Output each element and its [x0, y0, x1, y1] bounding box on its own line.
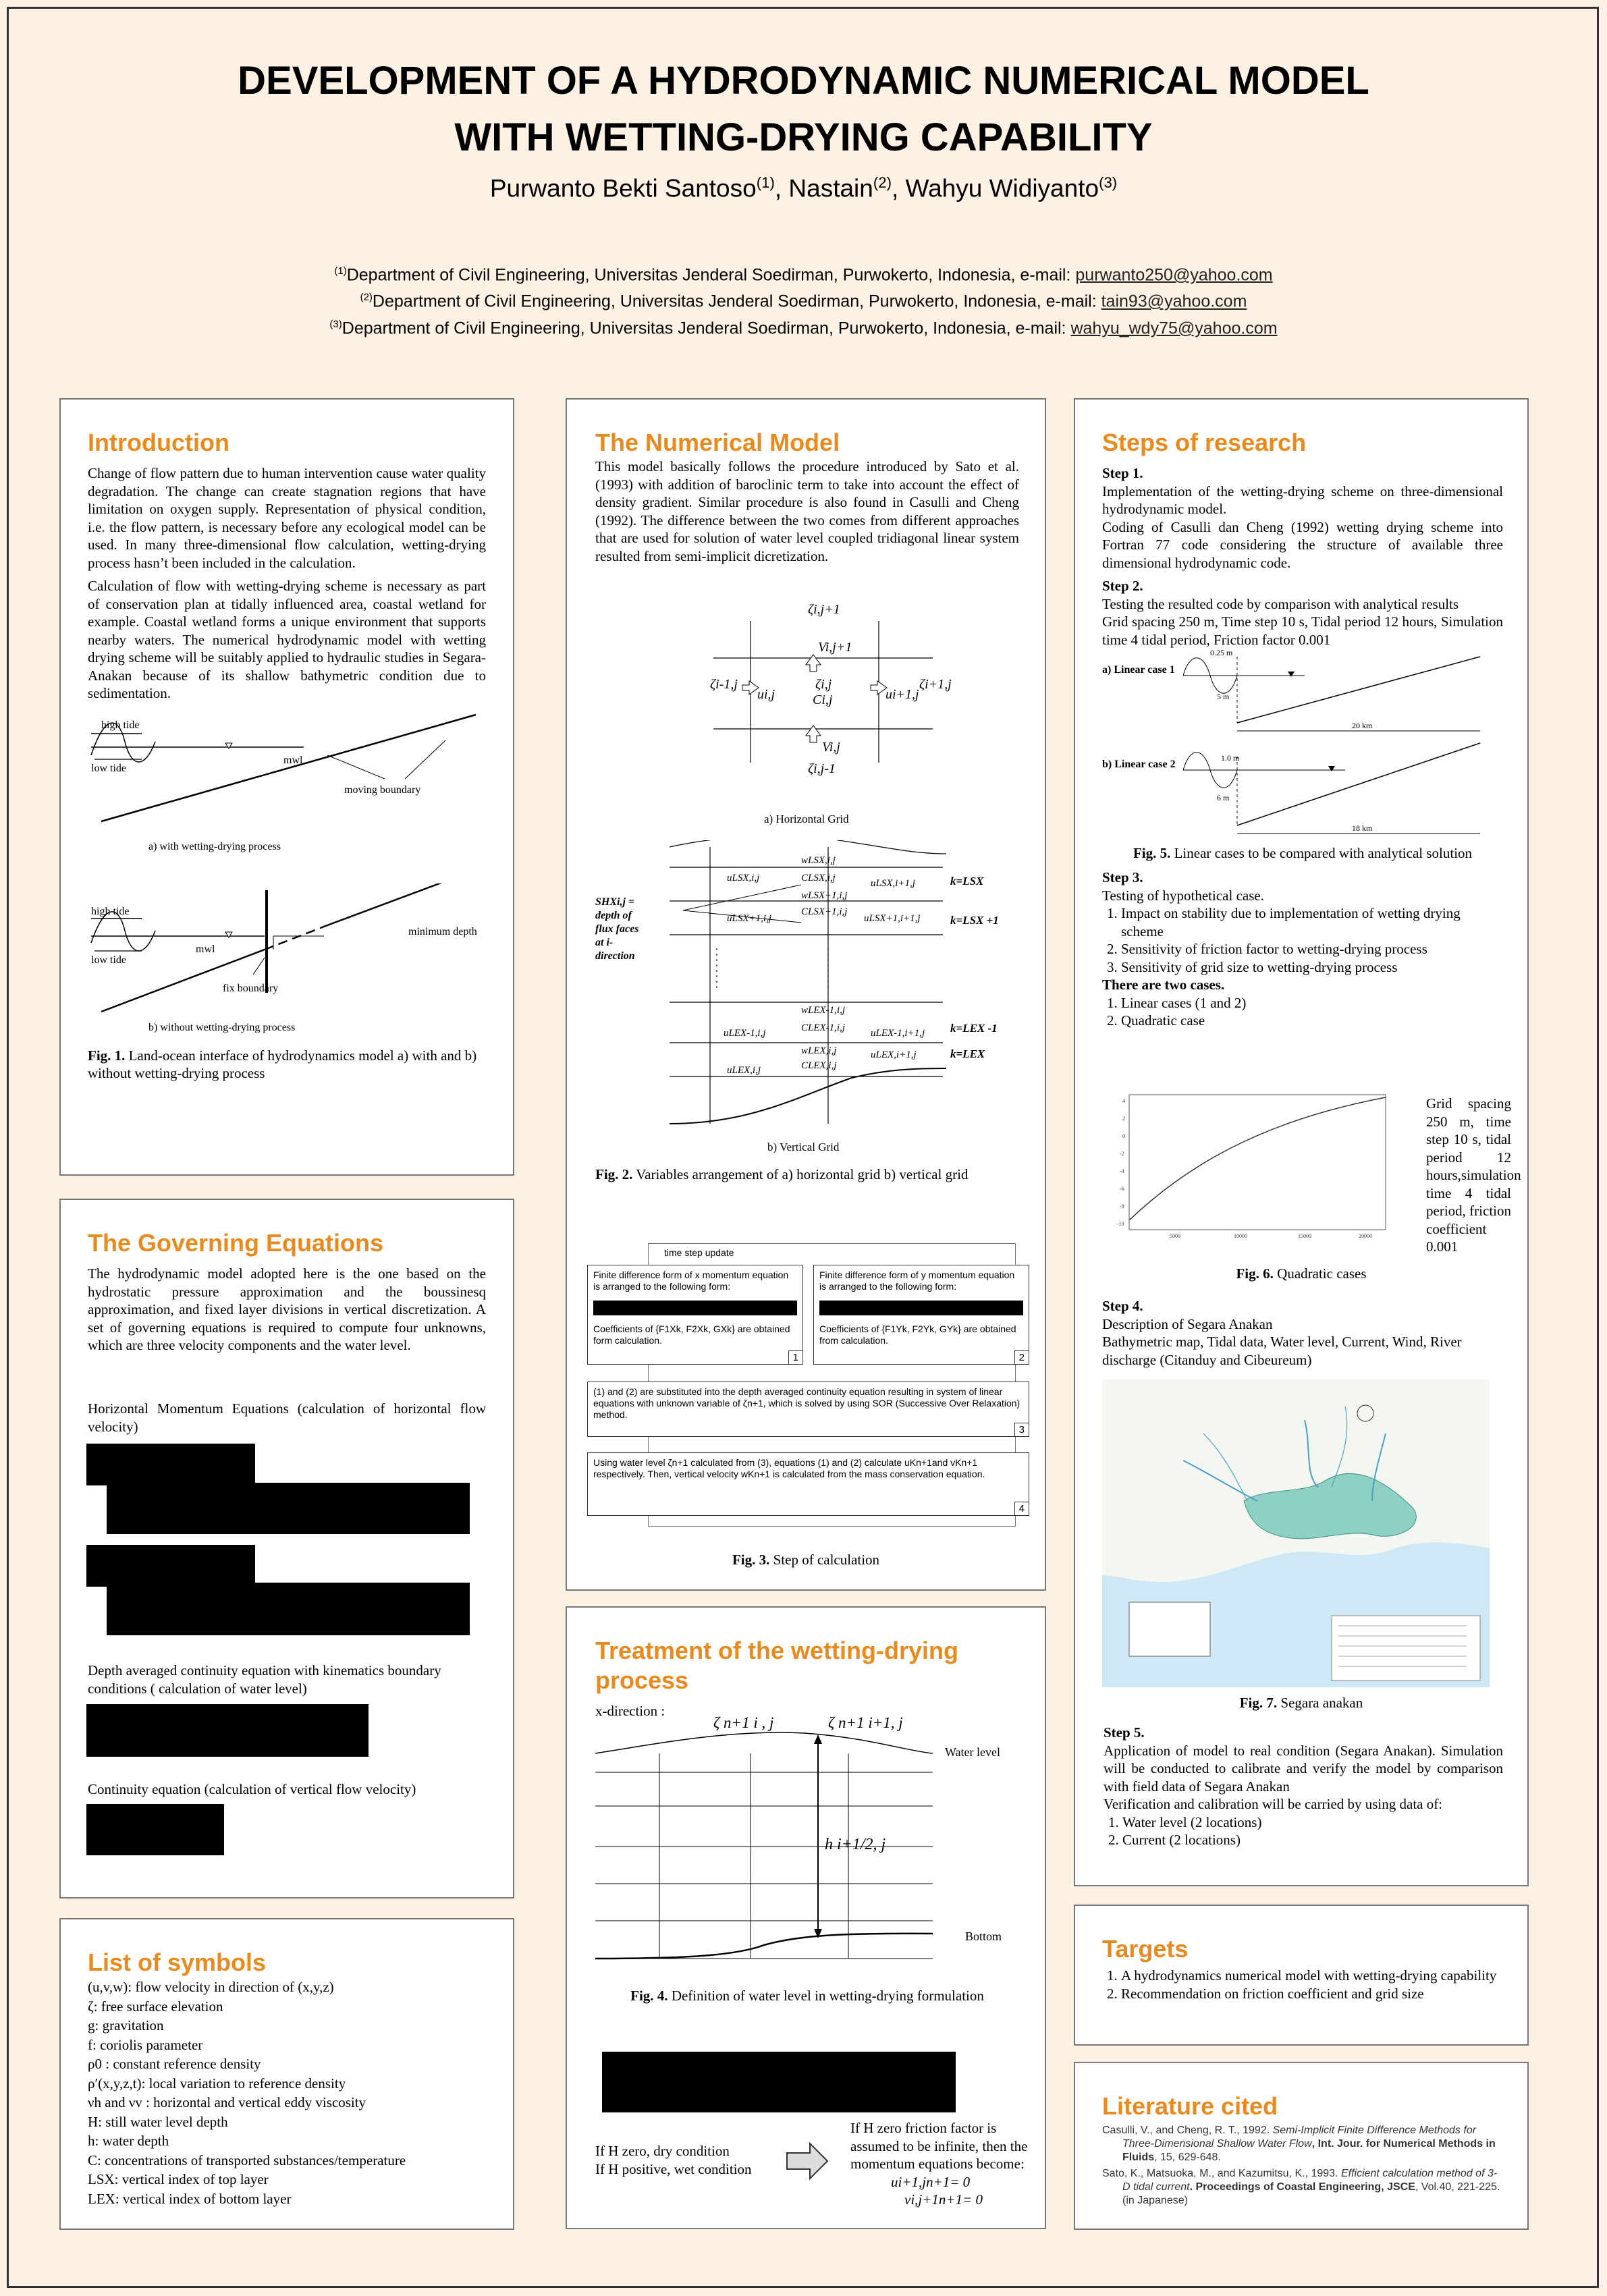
list-item: 1. Water level (2 locations): [1122, 1813, 1503, 1832]
y-tick: -8: [1120, 1203, 1124, 1209]
vgrid-label: wLEX-1,i,j: [801, 1005, 846, 1016]
length-label: 18 km: [1352, 823, 1373, 833]
calculation-flowchart: [587, 1243, 1026, 1540]
reference-item: [1102, 2167, 1503, 2208]
list-item: 1. Impact on stability due to implementation of wetting drying scheme: [1121, 904, 1503, 940]
layer-index-label: k=LSX +1: [950, 914, 999, 927]
fig1-caption: [88, 1047, 486, 1082]
symbol-item: h: water depth: [88, 2133, 169, 2149]
amplitude-label: 1.0 m: [1221, 753, 1240, 763]
vertical-grid-caption: b) Vertical Grid: [767, 1141, 840, 1153]
mwl-label: mwl: [196, 943, 215, 955]
flow-box-number: 2: [1014, 1350, 1029, 1364]
email-link[interactable]: tain93@yahoo.com: [1101, 292, 1247, 311]
x-tick: 20000: [1359, 1233, 1372, 1239]
step-text: Coding of Casulli dan Cheng (1992) wetting drying scheme into Fortran 77 code considering the structure of available three dimensional hydrodynamic code.: [1102, 518, 1503, 571]
fig3-caption: [567, 1551, 1045, 1568]
linear-cases-diagram: [1102, 649, 1506, 844]
vgrid-label: CLEX-1,i,j: [801, 1022, 846, 1033]
x-tick: 15000: [1298, 1233, 1311, 1239]
x-tick: 5000: [1170, 1233, 1180, 1239]
flow-box-text: (1) and (2) are substituted into the depth averaged continuity equation resulting in system of linear equations with unknown variable of ζn+1, which is solved by using SOR (Successive Over Relaxation) method.: [593, 1386, 1020, 1420]
fig-caption-text: Step of calculation: [769, 1552, 880, 1568]
grid-label: Ci,j: [813, 692, 833, 707]
numerical-body: [595, 458, 1019, 565]
linear-case-label: a) Linear case 1: [1102, 664, 1175, 676]
author-name: Wahyu Widiyanto: [905, 174, 1099, 202]
introduction-body: [88, 464, 486, 703]
fig-label: Fig. 3.: [732, 1552, 770, 1568]
steps-body: [1102, 464, 1503, 649]
ref-authors: Sato, K., Matsuoka, M., and Kazumitsu, K., 1993.: [1102, 2168, 1341, 2179]
equation-u: ui+1,jn+1= 0: [891, 2173, 971, 2190]
fix-boundary-label: fix boundary: [223, 982, 279, 994]
numerical-model-panel: [566, 398, 1046, 1591]
depth-label: 5 m: [1217, 692, 1230, 701]
affil-sup: (2): [360, 292, 373, 304]
h-label: h i+1/2, j: [825, 1836, 886, 1853]
vertical-grid-diagram: [595, 840, 1022, 1164]
svg-text:SHXi,j = depth of: [595, 896, 641, 962]
affil-text: Department of Civil Engineering, Universitas Jenderal Soedirman, Purwokerto, Indonesia, e-mail:: [346, 265, 1076, 285]
flow-box-1: [587, 1265, 803, 1365]
horizontal-grid-diagram: [595, 570, 1022, 840]
fig-caption-text: Quadratic cases: [1273, 1265, 1367, 1282]
vgrid-label: CLSX,i,j: [801, 873, 836, 883]
targets-panel: [1074, 1905, 1529, 2046]
arrow-right-icon: [786, 2141, 830, 2181]
water-level-diagram: [595, 1702, 1022, 1999]
step3-block: [1102, 869, 1503, 1030]
grid-label: ζi+1,j: [919, 677, 952, 692]
depth-label: 6 m: [1217, 793, 1230, 802]
y-tick: -6: [1120, 1186, 1124, 1192]
affiliation: [0, 286, 1607, 312]
author-name: Nastain: [788, 174, 873, 202]
step-heading: Step 1.: [1102, 465, 1143, 481]
zeta-label: ζ n+1 i+1, j: [828, 1714, 903, 1731]
title-line-1: DEVELOPMENT OF A HYDRODYNAMIC NUMERICAL MODEL: [238, 59, 1369, 103]
shx-text: direction: [595, 950, 635, 962]
y-tick: 0: [1122, 1133, 1125, 1139]
ref-tail: , 15, 629-648.: [1154, 2152, 1221, 2163]
y-tick: -2: [1120, 1151, 1124, 1157]
flow-box-text: Finite difference form of y momentum equation is arranged to the following form:: [819, 1269, 1015, 1292]
vgrid-label: uLSX,i,j: [727, 873, 760, 883]
x-direction-label: x-direction :: [595, 1703, 665, 1719]
linear-case-label: b) Linear case 2: [1102, 759, 1176, 770]
title-line-2: WITH WETTING-DRYING CAPABILITY: [454, 115, 1153, 159]
equation-image: [107, 1583, 470, 1635]
grid-label: ζi,j-1: [808, 761, 836, 776]
vgrid-label: uLEX,i+1,j: [871, 1049, 917, 1060]
steps-title: Steps of research: [1102, 429, 1307, 456]
continuity-label: Continuity equation (calculation of vertical flow velocity): [88, 1781, 416, 1797]
symbol-item: νh and νv : horizontal and vertical eddy viscosity: [88, 2094, 366, 2110]
treatment-panel: [566, 1606, 1046, 2229]
ref-journal: , Int. Jour. for Numerical Methods in Fluids: [1122, 2138, 1496, 2163]
grid-label: ζi-1,j: [710, 677, 738, 692]
vgrid-label: wLEX,i,j: [801, 1045, 837, 1056]
introduction-title: Introduction: [88, 429, 229, 456]
steps-panel: [1074, 398, 1529, 1886]
fig4-caption: [595, 1987, 1019, 2004]
step-heading: Step 2.: [1102, 578, 1143, 594]
low-tide-label: low tide: [91, 954, 126, 966]
friction-note: [850, 2119, 1033, 2209]
ref-title: Efficient calculation method of 3-D tidal current: [1122, 2168, 1498, 2193]
flow-box-3: [587, 1382, 1029, 1437]
step-text: Bathymetric map, Tidal data, Water level, Current, Wind, River discharge (Citanduy and Cibeureum): [1102, 1334, 1462, 1368]
vgrid-label: uLSX+1,i+1,j: [864, 913, 921, 924]
fig7-caption: [1075, 1694, 1527, 1712]
step-text: Verification and calibration will be carried by using data of:: [1104, 1796, 1443, 1812]
step-text: Testing of hypothetical case.: [1102, 887, 1264, 904]
shx-text: at i-: [595, 937, 614, 948]
friction-text: If H zero friction factor is assumed to be infinite, then the momentum equations become:: [850, 2120, 1028, 2172]
fig-caption-text: Variables arrangement of a) horizontal grid b) vertical grid: [632, 1166, 969, 1182]
equation-v: vi,j+1n+1= 0: [904, 2191, 983, 2208]
y-tick: -4: [1120, 1168, 1124, 1174]
quadratic-note: Grid spacing 250 m, time step 10 s, tidal period 12 hours,simulation time 4 tidal period, friction coefficient 0.001: [1426, 1095, 1521, 1255]
y-tick: -10: [1117, 1221, 1124, 1227]
symbol-item: f: coriolis parameter: [88, 2036, 203, 2053]
list-item: 1. A hydrodynamics numerical model with wetting-drying capability: [1121, 1967, 1503, 1985]
step-heading: Step 5.: [1104, 1724, 1145, 1741]
equation-image: [86, 1704, 369, 1757]
flow-box-4: [587, 1452, 1029, 1516]
numerical-title: The Numerical Model: [595, 429, 840, 456]
symbol-item: C: concentrations of transported substances/temperature: [88, 2152, 406, 2168]
bottom-label: Bottom: [965, 1930, 1002, 1943]
dry-wet-conditions: [595, 2142, 778, 2178]
symbol-item: ρ0 : constant reference density: [88, 2056, 261, 2072]
author-sup: (2): [873, 174, 892, 191]
affiliation: [0, 313, 1607, 339]
minimum-depth-label: minimum depth: [408, 925, 477, 937]
equation-image: [86, 1444, 255, 1485]
shx-text: depth of: [595, 910, 632, 921]
intro-paragraph: Change of flow pattern due to human intervention cause water quality degradation. The change can create stagnation regions that have limitation on oxygen supply. Representation of physical condition, i.e. the flow pattern, is necessary before any ecological model can be used. In many three-dimensional flow calculation, wetting-drying process hasn’t been included in the calculation.: [88, 465, 486, 571]
vgrid-label: wLSX,i,j: [801, 855, 836, 866]
cases-list: [1102, 994, 1503, 1030]
step-text: Application of model to real condition (Segara Anakan). Simulation will be conducted to calibrate and verify the model by comparison with field data of Segara Anakan: [1104, 1742, 1503, 1795]
affil-sup: (3): [329, 318, 342, 330]
affiliations: [0, 260, 1607, 339]
equation-image: [602, 2052, 956, 2112]
fig2-caption: [595, 1166, 1019, 1183]
flow-box-number: 3: [1014, 1423, 1029, 1436]
list-item: 2. Recommendation on friction coefficient and grid size: [1121, 1985, 1503, 2003]
flow-box-2: [813, 1265, 1029, 1365]
continuity-depth-label: Depth averaged continuity equation with kinematics boundary conditions ( calculation of water level): [88, 1662, 441, 1697]
flow-box-number: 4: [1014, 1502, 1029, 1515]
fig-caption-text: Segara anakan: [1277, 1695, 1363, 1711]
high-tide-label: high tide: [91, 905, 130, 917]
email-link[interactable]: wahyu_wdy75@yahoo.com: [1070, 318, 1278, 337]
grid-label: ζi,j: [815, 677, 832, 692]
step5-block: [1104, 1724, 1503, 1849]
x-tick: 10000: [1234, 1233, 1247, 1239]
step-heading: Step 3.: [1102, 869, 1143, 885]
list-item: 2. Sensitivity of friction factor to wetting-drying process: [1121, 940, 1503, 958]
vgrid-label: uLEX-1,i+1,j: [871, 1028, 925, 1039]
time-step-label: time step update: [661, 1247, 737, 1258]
step-heading: There are two cases.: [1102, 977, 1225, 993]
author-sup: (3): [1099, 174, 1118, 191]
step-text: Description of Segara Anakan: [1102, 1315, 1273, 1332]
layer-index-label: k=LSX: [950, 875, 984, 887]
fig1b-caption: b) without wetting-drying process: [148, 1021, 296, 1033]
fig5-caption: [1102, 844, 1503, 862]
affil-sup: (1): [334, 265, 347, 277]
momentum-label: Horizontal Momentum Equations (calculation of horizontal flow velocity): [88, 1400, 486, 1435]
flow-box-text: Coefficients of {F1Xk, F2Xk, GXk} are obtained form calculation.: [593, 1323, 790, 1346]
intro-paragraph: Calculation of flow with wetting-drying scheme is necessary as part of conservation plan at tidally influenced area, coastal wetland for example. Coastal wetland forms a unique environment that supports nearby waters. The numerical hydrodynamic model with wetting drying scheme will be suitably applied to hydraulic studies in Segara-Anakan because of its shallow bathymetric condition due to sedimentation.: [88, 578, 486, 701]
equation-image: [593, 1301, 797, 1315]
affil-text: Department of Civil Engineering, Universitas Jenderal Soedirman, Purwokerto, Indonesia, e-mail:: [342, 318, 1071, 337]
grid-label: Vi,j: [822, 740, 840, 755]
targets-title: Targets: [1102, 1935, 1189, 1963]
literature-title: Literature cited: [1102, 2092, 1278, 2120]
governing-equations-panel: [59, 1199, 514, 1898]
symbol-item: ρ′(x,y,z,t): local variation to reference density: [88, 2075, 346, 2092]
vgrid-label: uLSX+1,i,j: [727, 913, 771, 924]
grid-label: ui,j: [757, 687, 775, 702]
layer-index-label: k=LEX -1: [950, 1022, 998, 1035]
fig-label: Fig. 6.: [1236, 1265, 1274, 1282]
list-item: 1. Linear cases (1 and 2): [1121, 994, 1503, 1012]
email-link[interactable]: purwanto250@yahoo.com: [1075, 265, 1273, 285]
vgrid-label: uLSX,i+1,j: [871, 878, 915, 889]
grid-label: Vi,j+1: [818, 640, 852, 655]
dry-condition: If H zero, dry condition: [595, 2143, 730, 2159]
low-tide-label: low tide: [91, 762, 126, 774]
flow-box-number: 1: [788, 1350, 802, 1364]
wet-condition: If H positive, wet condition: [595, 2160, 752, 2177]
fig-label: Fig. 5.: [1133, 845, 1171, 861]
fig-label: Fig. 7.: [1239, 1695, 1278, 1711]
vgrid-label: uLEX,i,j: [727, 1065, 761, 1076]
list-item: 2. Quadratic case: [1121, 1012, 1503, 1030]
grid-label: ζi,j+1: [808, 602, 840, 617]
fig1a-diagram: [88, 708, 489, 883]
vgrid-label: uLEX-1,i,j: [724, 1028, 766, 1039]
symbols-list: [88, 1977, 486, 2208]
literature-panel: [1074, 2062, 1529, 2230]
ref-journal: . Proceedings of Coastal Engineering, JSCE: [1189, 2181, 1415, 2193]
author-sup: (1): [756, 174, 775, 191]
affil-text: Department of Civil Engineering, Universitas Jenderal Soedirman, Purwokerto, Indonesia, e-mail:: [372, 292, 1101, 311]
symbol-item: H: still water level depth: [88, 2113, 228, 2130]
author-list: Purwanto Bekti Santoso$^{(1)}$, Nastain$^{(2)}$, Wahyu Widiyanto$^{(3)}$: [489, 174, 1118, 202]
ref-tail: , Vol.40, 221-225.(in Japanese): [1122, 2181, 1500, 2206]
grid-label: ui+1,j: [886, 687, 919, 702]
governing-body: [88, 1265, 486, 1355]
shx-text: flux faces: [595, 923, 639, 935]
step-text: Implementation of the wetting-drying scheme on three-dimensional hydrodynamic model.: [1102, 483, 1503, 517]
author-name: Purwanto Bekti Santoso: [489, 174, 757, 202]
fig-label: Fig. 4.: [630, 1988, 668, 2004]
symbol-item: LSX: vertical index of top layer: [88, 2171, 269, 2187]
equation-image: [86, 1804, 224, 1855]
fig-caption-text: Definition of water level in wetting-drying formulation: [668, 1988, 984, 2004]
step-heading: Step 4.: [1102, 1298, 1143, 1314]
fig-caption-text: Linear cases to be compared with analytical solution: [1170, 845, 1473, 861]
moving-boundary-label: moving boundary: [344, 784, 421, 796]
targets-list: [1102, 1967, 1503, 2002]
equation-image: [107, 1483, 470, 1534]
flow-box-text: Using water level ζn+1 calculated from (3), equations (1) and (2) calculate uKn+1and vKn+1 respectively. Then, vertical velocity wKn+1 is calculated from the mass conservation equation.: [593, 1457, 985, 1479]
segara-anakan-map: [1102, 1379, 1490, 1687]
vgrid-label: wLSX+1,i,j: [801, 890, 848, 901]
amplitude-label: 0.25 m: [1210, 649, 1233, 657]
zeta-label: ζ n+1 i , j: [713, 1714, 774, 1731]
y-tick: 2: [1122, 1116, 1125, 1122]
equation-image: [819, 1301, 1023, 1315]
fig6-caption: [1075, 1265, 1527, 1282]
horizontal-grid-caption: a) Horizontal Grid: [764, 813, 849, 825]
y-tick: 4: [1122, 1098, 1125, 1104]
length-label: 20 km: [1352, 721, 1373, 730]
vgrid-label: CLSX+1,i,j: [801, 906, 848, 917]
fig-label: Fig. 1.: [88, 1047, 126, 1064]
step4-block: [1102, 1297, 1503, 1369]
mwl-label: mwl: [283, 754, 303, 766]
step3-list: [1102, 904, 1503, 976]
quadratic-case-chart: [1102, 1088, 1392, 1250]
governing-paragraph: The hydrodynamic model adopted here is the one based on the hydrostatic pressure approximation and the boussinesq approximation, and fixed layer divisions in vertical discretization. A set of governing equations is required to compute four unknowns, which are three velocity components and the water level.: [88, 1265, 486, 1353]
list-item: 2. Current (2 locations): [1122, 1831, 1503, 1849]
introduction-panel: [59, 398, 514, 1176]
flow-box-text: Coefficients of {F1Yk, F2Yk, GYk} are obtained from calculation.: [819, 1323, 1016, 1346]
equation-image: [86, 1545, 255, 1587]
symbol-item: g: gravitation: [88, 2017, 164, 2033]
ref-title: Semi-Implicit Finite Difference Methods for Three-Dimensional Shallow Water Flow: [1122, 2125, 1477, 2150]
symbol-item: (u,v,w): flow velocity in direction of (x,y,z): [88, 1979, 334, 1995]
step-text: Testing the resulted code by comparison with analytical results: [1102, 595, 1459, 612]
governing-title: The Governing Equations: [88, 1229, 384, 1257]
reference-item: [1102, 2124, 1503, 2164]
high-tide-label: high tide: [101, 719, 140, 731]
layer-index-label: k=LEX: [950, 1047, 985, 1060]
treatment-title: Treatment of the wetting-drying process: [595, 1637, 959, 1694]
step5-list: [1104, 1813, 1503, 1849]
numerical-paragraph: This model basically follows the procedure introduced by Sato et al. (1993) with addition of baroclinic term to take into account the effect of density gradient. Similar procedure is also found in Casulli and Cheng (1992). The difference between the two comes from different approaches that are used for solution of water level coupled tridiagonal linear system resulted from semi-implicit dicretization.: [595, 458, 1019, 564]
list-item: 3. Sensitivity of grid size to wetting-drying process: [1121, 958, 1503, 977]
flow-box-text: Finite difference form of x momentum equation is arranged to the following form:: [593, 1269, 789, 1292]
affiliation: [0, 260, 1607, 286]
step-text: Grid spacing 250 m, Time step 10 s, Tidal period 12 hours, Simulation time 4 tidal period, Friction factor 0.001: [1102, 613, 1503, 648]
ref-authors: Casulli, V., and Cheng, R. T., 1992.: [1102, 2125, 1273, 2136]
symbol-item: ζ: free surface elevation: [88, 1998, 223, 2015]
fig1a-caption: a) with wetting-drying process: [148, 840, 281, 852]
reference-list: [1102, 2124, 1503, 2208]
symbols-panel: [59, 1918, 514, 2230]
fig-label: Fig. 2.: [595, 1166, 633, 1182]
symbol-item: LEX: vertical index of bottom layer: [88, 2190, 292, 2207]
shx-text: SHXi,j =: [595, 896, 635, 908]
fig-caption-text: Land-ocean interface of hydrodynamics model a) with and b) without wetting-drying process: [88, 1047, 477, 1081]
water-level-label: Water level: [945, 1745, 1001, 1759]
poster-title: [0, 53, 1607, 166]
symbols-title: List of symbols: [88, 1948, 267, 1976]
vgrid-label: CLEX,i,j: [801, 1060, 837, 1071]
